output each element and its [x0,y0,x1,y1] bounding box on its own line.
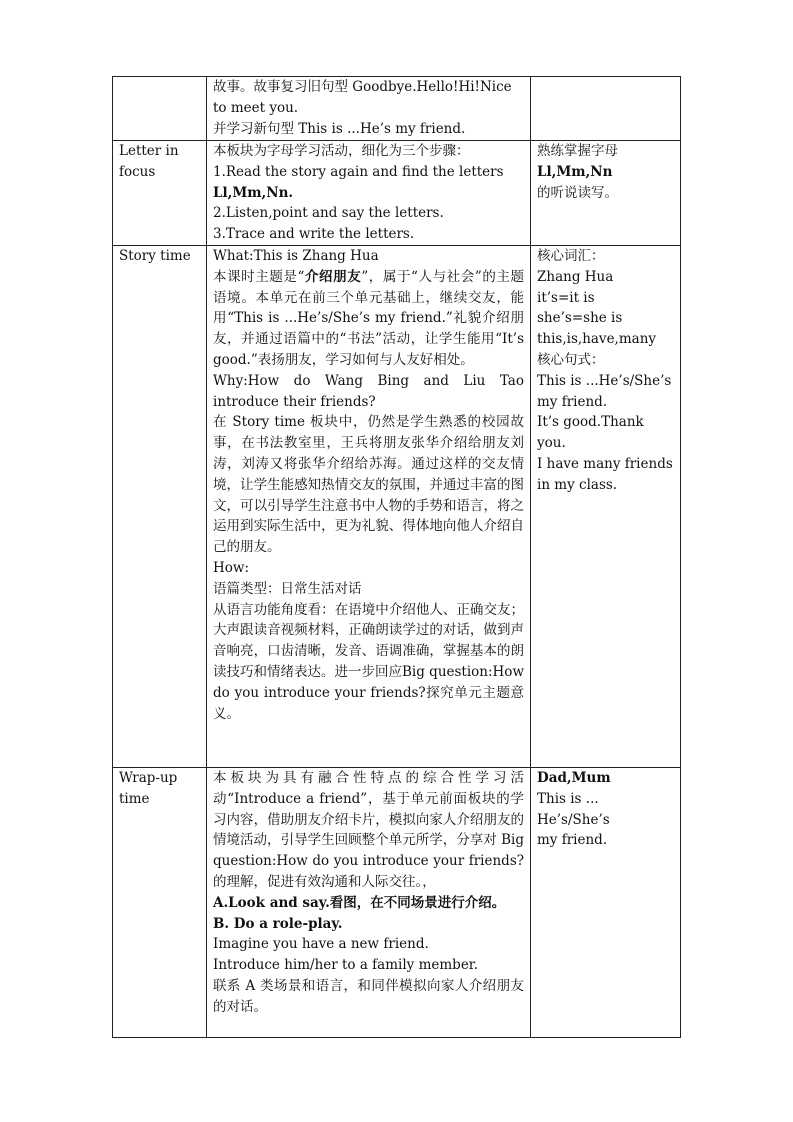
section-label-cell [113,767,207,1037]
goal-line: 核心词汇： [537,247,605,264]
goal-cell [531,245,681,767]
table-row [113,77,681,141]
section-label: time [119,790,150,807]
table-row [113,141,681,246]
goal-letters-bold: Ll,Mm,Nn [537,163,613,180]
goal-line: This is ... [537,790,599,807]
goal-line: I have many friends in my class. [537,455,673,493]
content-line: 并学习新句型 This is ...He’s my friend. [213,120,466,137]
content-line: Imagine you have a new friend. [213,936,429,953]
goal-cell [531,141,681,246]
section-label: Letter in [119,143,179,159]
lesson-plan-table [112,76,681,1038]
content-paragraph: 本板块为具有融合性特点的综合性学习活动“Introduce a friend”，基于单元前面板块的学习内容，借助朋友介绍卡片，模拟向家人介绍朋友的情境活动，引导学生回顾整个单元所学，分享对 Big question:How do you introduce your friends?的理解，促进有效沟通和人际交往。， [213,769,524,890]
section-label: focus [119,163,156,180]
section-label: Story time [119,247,191,264]
content-cell [207,141,531,246]
content-line: 故事。故事复习旧句型 Goodbye.Hello!Hi!Nice to meet you. [213,79,512,116]
content-paragraph: 在 Story time 板块中，仍然是学生熟悉的校园故事，在书法教室里，王兵将朋友张华介绍给朋友刘涛，刘涛又将张华介绍给苏海。通过这样的交友情境，让学生能感知热情交友的氛围，并通过丰富的图文，可以引导学生注意书中人物的手势和语言，将之运用到实际生活中，更为礼貌、得体地向他人介绍自己的朋友。 [213,414,524,556]
goal-line: this,is,have,many [537,331,657,348]
section-label-cell [113,245,207,767]
activity-a-bold: A.Look and say.看图，在不同场景进行介绍。 [213,894,506,911]
goal-line: It’s good.Thank you. [537,414,644,452]
table-row [113,245,681,767]
content-cell [207,767,531,1037]
content-line: 3.Trace and write the letters. [213,226,415,243]
content-line: 1.Read the story again and find the letters [213,163,504,180]
theme-bold: 介绍朋友 [304,268,362,285]
section-label-cell [113,141,207,246]
content-cell [207,77,531,141]
table-row [113,767,681,1037]
section-label-cell [113,77,207,141]
goal-line: 核心句式： [537,351,605,368]
goal-cell [531,77,681,141]
content-line: Introduce him/her to a family member. [213,957,479,974]
goal-line: 的听说读写。 [537,184,618,201]
goal-line: it’s=it is [537,289,595,306]
content-text: ”，属于“人与社会”的主题语境。本单元在前三个单元基础上，继续交友，能用“This is ...He’s/She’s my friend.”礼貌介绍朋友，并通过语篇中的“书法”活动，让学生能用“It’s good.”表扬朋友，学习如何与人友好相处。 [213,268,524,368]
content-paragraph: 从语言功能角度看：在语境中介绍他人、正确交友；大声跟读音视频材料，正确朗读学过的对话，做到声音响亮，口齿清晰，发音、语调准确，掌握基本的朗读技巧和情绪表达。进一步回应Big question:How do you introduce your friends?探究单元主题意义。 [213,601,524,722]
content-line: Why:How do Wang Bing and Liu Tao introduce their friends? [213,372,524,410]
content-paragraph [213,267,524,371]
content-line: How: [213,559,250,576]
activity-b-bold: B. Do a role-play. [213,915,343,932]
content-line: 语篇类型：日常生活对话 [213,580,362,597]
goal-line: He’s/She’s [537,811,610,828]
goal-line: she’s=she is [537,310,623,327]
content-paragraph: 联系 A 类场景和语言，和同伴模拟向家人介绍朋友的对话。 [213,977,524,1015]
content-line: 本板块为字母学习活动，细化为三个步骤： [213,143,470,159]
content-cell [207,245,531,767]
goal-line: Zhang Hua [537,268,614,285]
goal-line: 熟练掌握字母 [537,143,618,159]
goal-line: This is ...He’s/She’s my friend. [537,372,672,410]
content-text: 本课时主题是“ [213,268,305,285]
section-label: Wrap-up [119,769,178,786]
letters-bold: Ll,Mm,Nn. [213,184,294,201]
goal-line: my friend. [537,832,608,849]
goal-words-bold: Dad,Mum [537,769,611,786]
goal-cell [531,767,681,1037]
content-line: 2.Listen,point and say the letters. [213,205,444,222]
content-line: What:This is Zhang Hua [213,247,379,264]
